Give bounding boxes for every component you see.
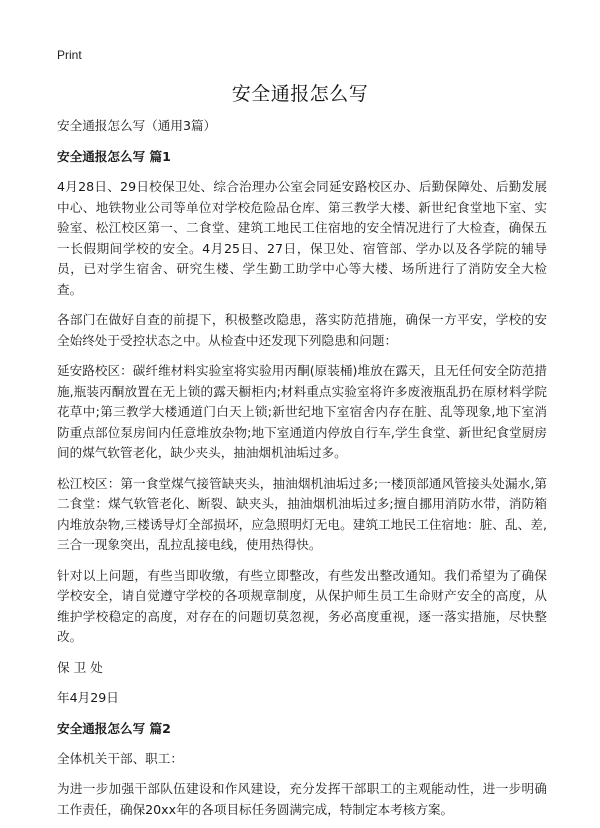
- paragraph: 针对以上问题，有些当即收缴，有些立即整改，有些发出整改通知。我们希望为了确保学校安全，请自觉遵守学校的各项规章制度，从保护师生员工生命财产安全的高度，从维护学校稳定的高度，对存在的问题切莫忽视，务必高度重视，逐一落实措施，尽快整改。: [57, 567, 547, 644]
- document-body: [57, 116, 547, 828]
- paragraph: 松江校区：第一食堂煤气接管缺夹头，抽油烟机油垢过多;一楼顶部通风管接头处漏水,第二食堂：煤气软管老化、断裂、缺夹头，抽油烟机油垢过多;擅自挪用消防水带，消防箱内堆放杂物,三楼诱导灯全部损坏，应急照明灯无电。建筑工地民工住宿地：脏、乱、差,三合一现象突出，乱拉乱接电线，使用热得快。: [57, 475, 547, 552]
- signature: 保 卫 处: [57, 659, 103, 675]
- article-section-2: [57, 719, 547, 821]
- print-label[interactable]: Print: [57, 48, 82, 62]
- paragraph: 各部门在做好自查的前提下，积极整改隐患，落实防范措施，确保一方平安，学校的安全始终处于受控状态之中。从检查中还发现下列隐患和问题：: [57, 312, 547, 348]
- section-heading: 安全通报怎么写 篇2: [57, 720, 171, 736]
- page-title: 安全通报怎么写: [231, 83, 369, 105]
- paragraph: 全体机关干部、职工：: [57, 750, 183, 766]
- paragraph: 为进一步加强干部队伍建设和作风建设，充分发挥干部职工的主观能动性，进一步明确工作责任，确保20xx年的各项目标任务圆满完成，特制定本考核方案。: [57, 781, 547, 817]
- article-section-1: [57, 147, 547, 709]
- section-heading: 安全通报怎么写 篇1: [57, 149, 171, 164]
- document-subtitle: 安全通报怎么写（通用3篇）: [57, 118, 217, 133]
- date: 年4月29日: [57, 690, 119, 705]
- paragraph: 延安路校区：碳纤维材料实验室将实验用丙酮(原装桶)堆放在露天，且无任何安全防范措施,瓶装丙酮放置在无上锁的露天橱柜内;材料重点实验室将许多废液瓶乱扔在原材料学院花草中;第三教学大楼通道门白天上锁;新世纪地下室宿舍内存在脏、乱等现象,地下室消防重点部位泵房间内任意堆放杂物;地下室通道内停放自行车,学生食堂、新世纪食堂厨房间的煤气软管老化，缺少夹头，抽油烟机油垢过多。: [57, 363, 547, 460]
- paragraph: 4月28日、29日校保卫处、综合治理办公室会同延安路校区办、后勤保障处、后勤发展中心、地铁物业公司等单位对学校危险品仓库、第三教学大楼、新世纪食堂地下室、实验室、松江校区第一、二食堂、建筑工地民工住宿地的安全情况进行了大检查，确保五一长假期间学校的安全。4月25日、27日，保卫处、宿管部、学办以及各学院的辅导员，已对学生宿舍、研究生楼、学生勤工助学中心等大楼、场所进行了消防安全大检查。: [57, 179, 547, 297]
